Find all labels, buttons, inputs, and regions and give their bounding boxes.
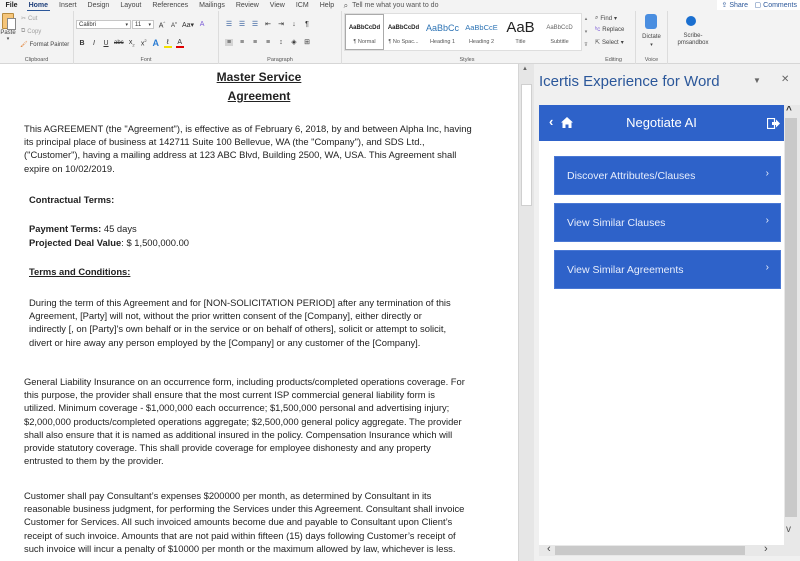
chevron-down-icon: ▾	[620, 40, 624, 46]
tab-insert[interactable]: Insert	[59, 2, 77, 9]
numbering-icon[interactable]: ☰	[238, 21, 246, 28]
scrollbar-thumb[interactable]	[785, 118, 797, 517]
tab-review[interactable]: Review	[235, 2, 259, 9]
text-line: expire on 10/02/2019.	[24, 162, 115, 174]
ribbon	[0, 11, 800, 64]
comment-icon: ▢	[754, 2, 762, 9]
scroll-up-icon[interactable]: ▲	[522, 66, 528, 72]
ribbon-tab-bar	[0, 0, 800, 11]
voice-group-label: Voice	[644, 57, 659, 63]
find-label: Find	[600, 15, 613, 22]
tab-home[interactable]: Home	[23, 0, 53, 11]
style-sample: AaBbCcE	[465, 23, 498, 32]
style-sample: AaBbCcDd	[387, 24, 420, 31]
tab-design[interactable]: Design	[87, 2, 110, 9]
italic-icon[interactable]: I	[93, 39, 95, 47]
insurance-paragraph	[24, 375, 465, 467]
cursor-icon: ⇱	[595, 40, 601, 46]
view-similar-clauses-button[interactable]	[554, 203, 781, 242]
search-icon: ⌕	[343, 0, 349, 10]
bullets-icon[interactable]: ☰	[225, 21, 233, 28]
tab-mailings[interactable]: Mailings	[199, 2, 225, 9]
text-line: reasonable business judgment, for performing the Services under this Agreement. Consultant shall invoice	[24, 503, 465, 515]
align-center-icon[interactable]: ≡	[239, 38, 245, 46]
more-styles-icon[interactable]: ⊽	[584, 41, 588, 48]
style-heading-1[interactable]	[423, 14, 462, 50]
deal-value-label: Projected Deal Value	[29, 237, 122, 248]
text-line: indirectly [, on [Party]'s own behalf or in the service or on behalf of others], solicit or attempt to solicit,	[29, 323, 447, 335]
style-subtitle[interactable]	[540, 14, 579, 50]
tab-view[interactable]: View	[269, 2, 285, 9]
chevron-right-icon[interactable]: ›	[764, 543, 768, 555]
chevron-down-icon[interactable]: v	[786, 524, 791, 535]
text-line: $2,000,000 products/completed operations aggregate; $2,500,000 general policy aggregate. The provider	[24, 415, 462, 427]
clear-formatting-icon[interactable]: A	[199, 21, 205, 29]
styles-gallery-scroll[interactable]	[582, 13, 590, 51]
style-normal[interactable]	[345, 14, 384, 50]
font-size-value: 11	[135, 22, 142, 28]
copy-button[interactable]	[21, 28, 41, 35]
styles-gallery	[344, 13, 582, 51]
text-line: Agreement, [Party] will not, without the prior written consent of the [Company], either directly or	[29, 310, 422, 322]
text-line: shall also ensure that it is named as additional insured in the policy. Compensation Insurance which will	[24, 428, 453, 440]
font-name-select[interactable]	[76, 20, 131, 29]
shading-icon[interactable]: ◈	[291, 39, 297, 46]
non-solicitation-paragraph	[29, 296, 451, 349]
editing-group	[592, 11, 636, 64]
copy-icon: ⧉	[21, 28, 26, 34]
voice-group	[636, 11, 668, 64]
font-name-value: Calibri	[79, 22, 97, 28]
text-line: ("Customer"), having a mailing address at 123 ABC Blvd, Building 2500, WA, USA. This Agreement shall	[24, 149, 457, 161]
select-button[interactable]	[595, 39, 624, 46]
payment-terms-line	[29, 222, 137, 235]
terms-heading: Terms and Conditions:	[29, 266, 131, 277]
clipboard-group-label: Clipboard	[24, 57, 49, 63]
action-label: Discover Attributes/Clauses	[567, 169, 696, 182]
style-title[interactable]	[501, 14, 540, 50]
font-group-label: Font	[140, 57, 152, 63]
chevron-down-icon: ▾	[125, 22, 128, 28]
share-icon: ⇪	[721, 2, 728, 9]
paste-button[interactable]	[0, 13, 16, 42]
paragraph-group	[219, 11, 342, 64]
cut-button[interactable]	[21, 15, 37, 22]
style-no-spacing[interactable]	[384, 14, 423, 50]
grow-font-icon[interactable]: A^	[158, 20, 166, 30]
underline-icon[interactable]: U	[103, 39, 109, 47]
payment-terms-label: Payment Terms:	[29, 223, 102, 234]
paste-dropdown-icon[interactable]: ▾	[6, 36, 10, 42]
text-effects-icon[interactable]: A	[152, 38, 159, 48]
dictate-button[interactable]: Dictate	[642, 34, 661, 40]
text-line: its principal place of business at 142711 Suite 100 Bellevue, WA (the "Company"), and SDS Ltd.,	[24, 136, 425, 148]
scrollbar-thumb[interactable]	[521, 84, 532, 206]
find-button[interactable]	[595, 15, 617, 22]
font-size-select[interactable]	[132, 20, 154, 29]
chevron-right-icon: ›	[765, 168, 769, 179]
scribe-group	[668, 11, 718, 64]
chevron-down-icon[interactable]: ▾	[650, 42, 653, 48]
font-color-icon[interactable]: A	[177, 38, 183, 46]
strikethrough-icon[interactable]: abc	[114, 40, 124, 46]
chevron-right-icon: ›	[765, 215, 769, 226]
style-name: Heading 1	[429, 38, 456, 45]
clipboard-group	[0, 11, 74, 64]
align-left-icon[interactable]: ≡	[226, 38, 232, 46]
search-icon: ⌕	[595, 15, 599, 21]
scribe-icon[interactable]	[686, 16, 696, 26]
close-icon[interactable]: ✕	[781, 74, 790, 85]
chevron-left-icon[interactable]: ‹	[547, 543, 551, 555]
bold-icon[interactable]: B	[79, 39, 85, 47]
tab-help[interactable]: Help	[319, 2, 335, 9]
contractual-terms-heading: Contractual Terms:	[29, 194, 115, 205]
text-line: provide statutory coverage. This shall provide coverage for employee dishonesty and any property	[24, 442, 431, 454]
back-icon[interactable]: ‹	[549, 114, 554, 129]
chevron-right-icon: ›	[765, 262, 769, 273]
paste-label: Paste	[0, 30, 16, 36]
logout-icon[interactable]	[767, 116, 780, 134]
paragraph-group-label: Paragraph	[267, 57, 293, 63]
style-sample: AaB	[506, 19, 535, 36]
pane-title: Icertis Experience for Word	[539, 73, 720, 90]
text-line: General Liability Insurance on an occurrence form, including products/completed operations coverage. For	[24, 376, 465, 387]
copy-label: Copy	[27, 28, 42, 35]
intro-paragraph	[24, 122, 472, 175]
decrease-indent-icon[interactable]: ⇤	[265, 21, 271, 28]
tab-file[interactable]: File	[5, 2, 18, 9]
document-area[interactable]	[0, 64, 518, 561]
increase-indent-icon[interactable]: ⇥	[278, 21, 284, 28]
microphone-icon[interactable]	[645, 14, 657, 29]
share-button[interactable]	[717, 0, 752, 10]
text-line: this purpose, the provider shall ensure that the most current ISP commercial general liability form is	[24, 389, 435, 401]
tab-icm[interactable]: ICM	[295, 2, 309, 9]
style-sample: AaBbCcDd	[348, 24, 381, 31]
cut-label: Cut	[28, 15, 38, 22]
addin-header	[539, 105, 784, 141]
comments-button[interactable]	[752, 0, 800, 10]
header-title: Negotiate AI	[626, 115, 697, 130]
style-heading-2[interactable]	[462, 14, 501, 50]
addin-horizontal-scrollbar[interactable]	[539, 545, 800, 556]
view-similar-agreements-button[interactable]	[554, 250, 781, 289]
shrink-font-icon[interactable]: $A^v$	[170, 20, 177, 30]
superscript-icon[interactable]: $x^2$	[140, 38, 147, 48]
scribe-label[interactable]: Scribe-	[683, 33, 703, 39]
chevron-down-icon: ▾	[614, 16, 618, 22]
line-spacing-icon[interactable]: ↕	[279, 38, 283, 46]
payment-terms-value: 45 days	[101, 223, 137, 234]
font-group	[74, 11, 219, 64]
borders-icon[interactable]: ⊞	[304, 39, 310, 46]
scribe-label-2[interactable]: pmsandbox	[677, 40, 709, 46]
style-name: ¶ Normal	[353, 38, 376, 45]
text-line: Customer for Services. All such invoiced amounts become due and payable to Consultant upon Client’s	[24, 516, 453, 528]
chevron-up-icon[interactable]: ^	[786, 105, 792, 116]
scissors-icon: ✂	[21, 16, 27, 22]
editing-group-label: Editing	[605, 57, 622, 63]
style-name: Subtitle	[550, 38, 569, 45]
text-line: Customer shall pay Consultant’s expenses $200000 per month, as determined by Consultant in its	[24, 490, 432, 501]
paintbrush-icon: 🖌	[20, 42, 28, 48]
text-line: such invoice will incur a penalty of $10000 per month or the maximum allowed by law, whichever is less.	[24, 542, 456, 554]
addin-frame	[539, 105, 800, 556]
select-label: Select	[602, 39, 619, 46]
document-page[interactable]	[0, 64, 518, 561]
document-scrollbar[interactable]	[518, 64, 534, 561]
style-sample: AaBbCc	[425, 22, 460, 33]
payment-paragraph	[24, 489, 464, 555]
chevron-down-icon: ▾	[148, 22, 151, 28]
replace-label: Replace	[602, 27, 625, 33]
style-sample: AaBbCcD	[546, 24, 573, 31]
format-painter-label: Format Painter	[29, 41, 70, 48]
share-label: Share	[729, 1, 748, 9]
format-painter-button[interactable]	[20, 41, 69, 48]
replace-icon: ᵇc	[595, 27, 601, 33]
text-line: receipt of such invoice. Amounts that are not paid within fifteen (15) days following Customer’s receipt of	[24, 529, 456, 541]
paste-icon	[2, 13, 14, 29]
deal-value-value: : $ 1,500,000.00	[121, 237, 190, 248]
style-name: Heading 2	[468, 38, 495, 45]
tab-layout[interactable]: Layout	[120, 2, 142, 9]
tab-references[interactable]: References	[152, 2, 189, 9]
subscript-icon[interactable]: $x_2$	[128, 38, 135, 48]
text-line: divert or hire away any person employed by the [Company] or any customer of the [Company].	[29, 336, 421, 348]
text-line: entrusted to them by the provider.	[24, 455, 164, 467]
change-case-icon[interactable]: Aa▾	[182, 21, 195, 29]
tell-me-placeholder: Tell me what you want to do	[352, 2, 439, 9]
comments-label: Comments	[763, 1, 797, 9]
addin-vertical-scrollbar[interactable]	[784, 105, 800, 545]
text-line: During the term of this Agreement and for [NON-SOLICITATION PERIOD] after any termination of this	[29, 297, 451, 308]
discover-attributes-button[interactable]	[554, 156, 781, 195]
scroll-down-icon[interactable]: ▾	[584, 28, 588, 35]
style-name: Title	[515, 38, 526, 45]
scroll-up-icon[interactable]: ▴	[584, 16, 588, 23]
scrollbar-thumb[interactable]	[555, 546, 745, 555]
highlight-icon[interactable]: ℓ	[164, 39, 172, 48]
deal-value-line	[29, 236, 189, 249]
icertis-task-pane	[534, 64, 800, 561]
action-label: View Similar Clauses	[567, 216, 666, 229]
document-title-line2: Agreement	[227, 89, 291, 103]
replace-button[interactable]	[595, 27, 624, 33]
align-right-icon[interactable]: ≡	[252, 38, 258, 46]
text-line: This AGREEMENT (the "Agreement"), is effective as of February 6, 2018, by and between Alpha Inc, having	[24, 123, 472, 134]
sort-icon[interactable]: ↓	[292, 20, 296, 28]
multilevel-list-icon[interactable]: ☰	[251, 21, 259, 28]
text-line: utilized. Minimum coverage - $1,000,000 each occurrence; $1,500,000 personal and advertising injury;	[24, 402, 450, 414]
action-label: View Similar Agreements	[567, 263, 684, 276]
tell-me-search[interactable]	[344, 1, 439, 11]
document-title-line1: Master Service	[216, 70, 302, 84]
styles-group-label: Styles	[459, 57, 475, 63]
justify-icon[interactable]: ≡	[265, 38, 271, 46]
style-name: ¶ No Spac...	[388, 38, 419, 45]
pane-options-icon[interactable]: ▼	[753, 76, 761, 85]
pilcrow-icon[interactable]: ¶	[305, 20, 309, 28]
